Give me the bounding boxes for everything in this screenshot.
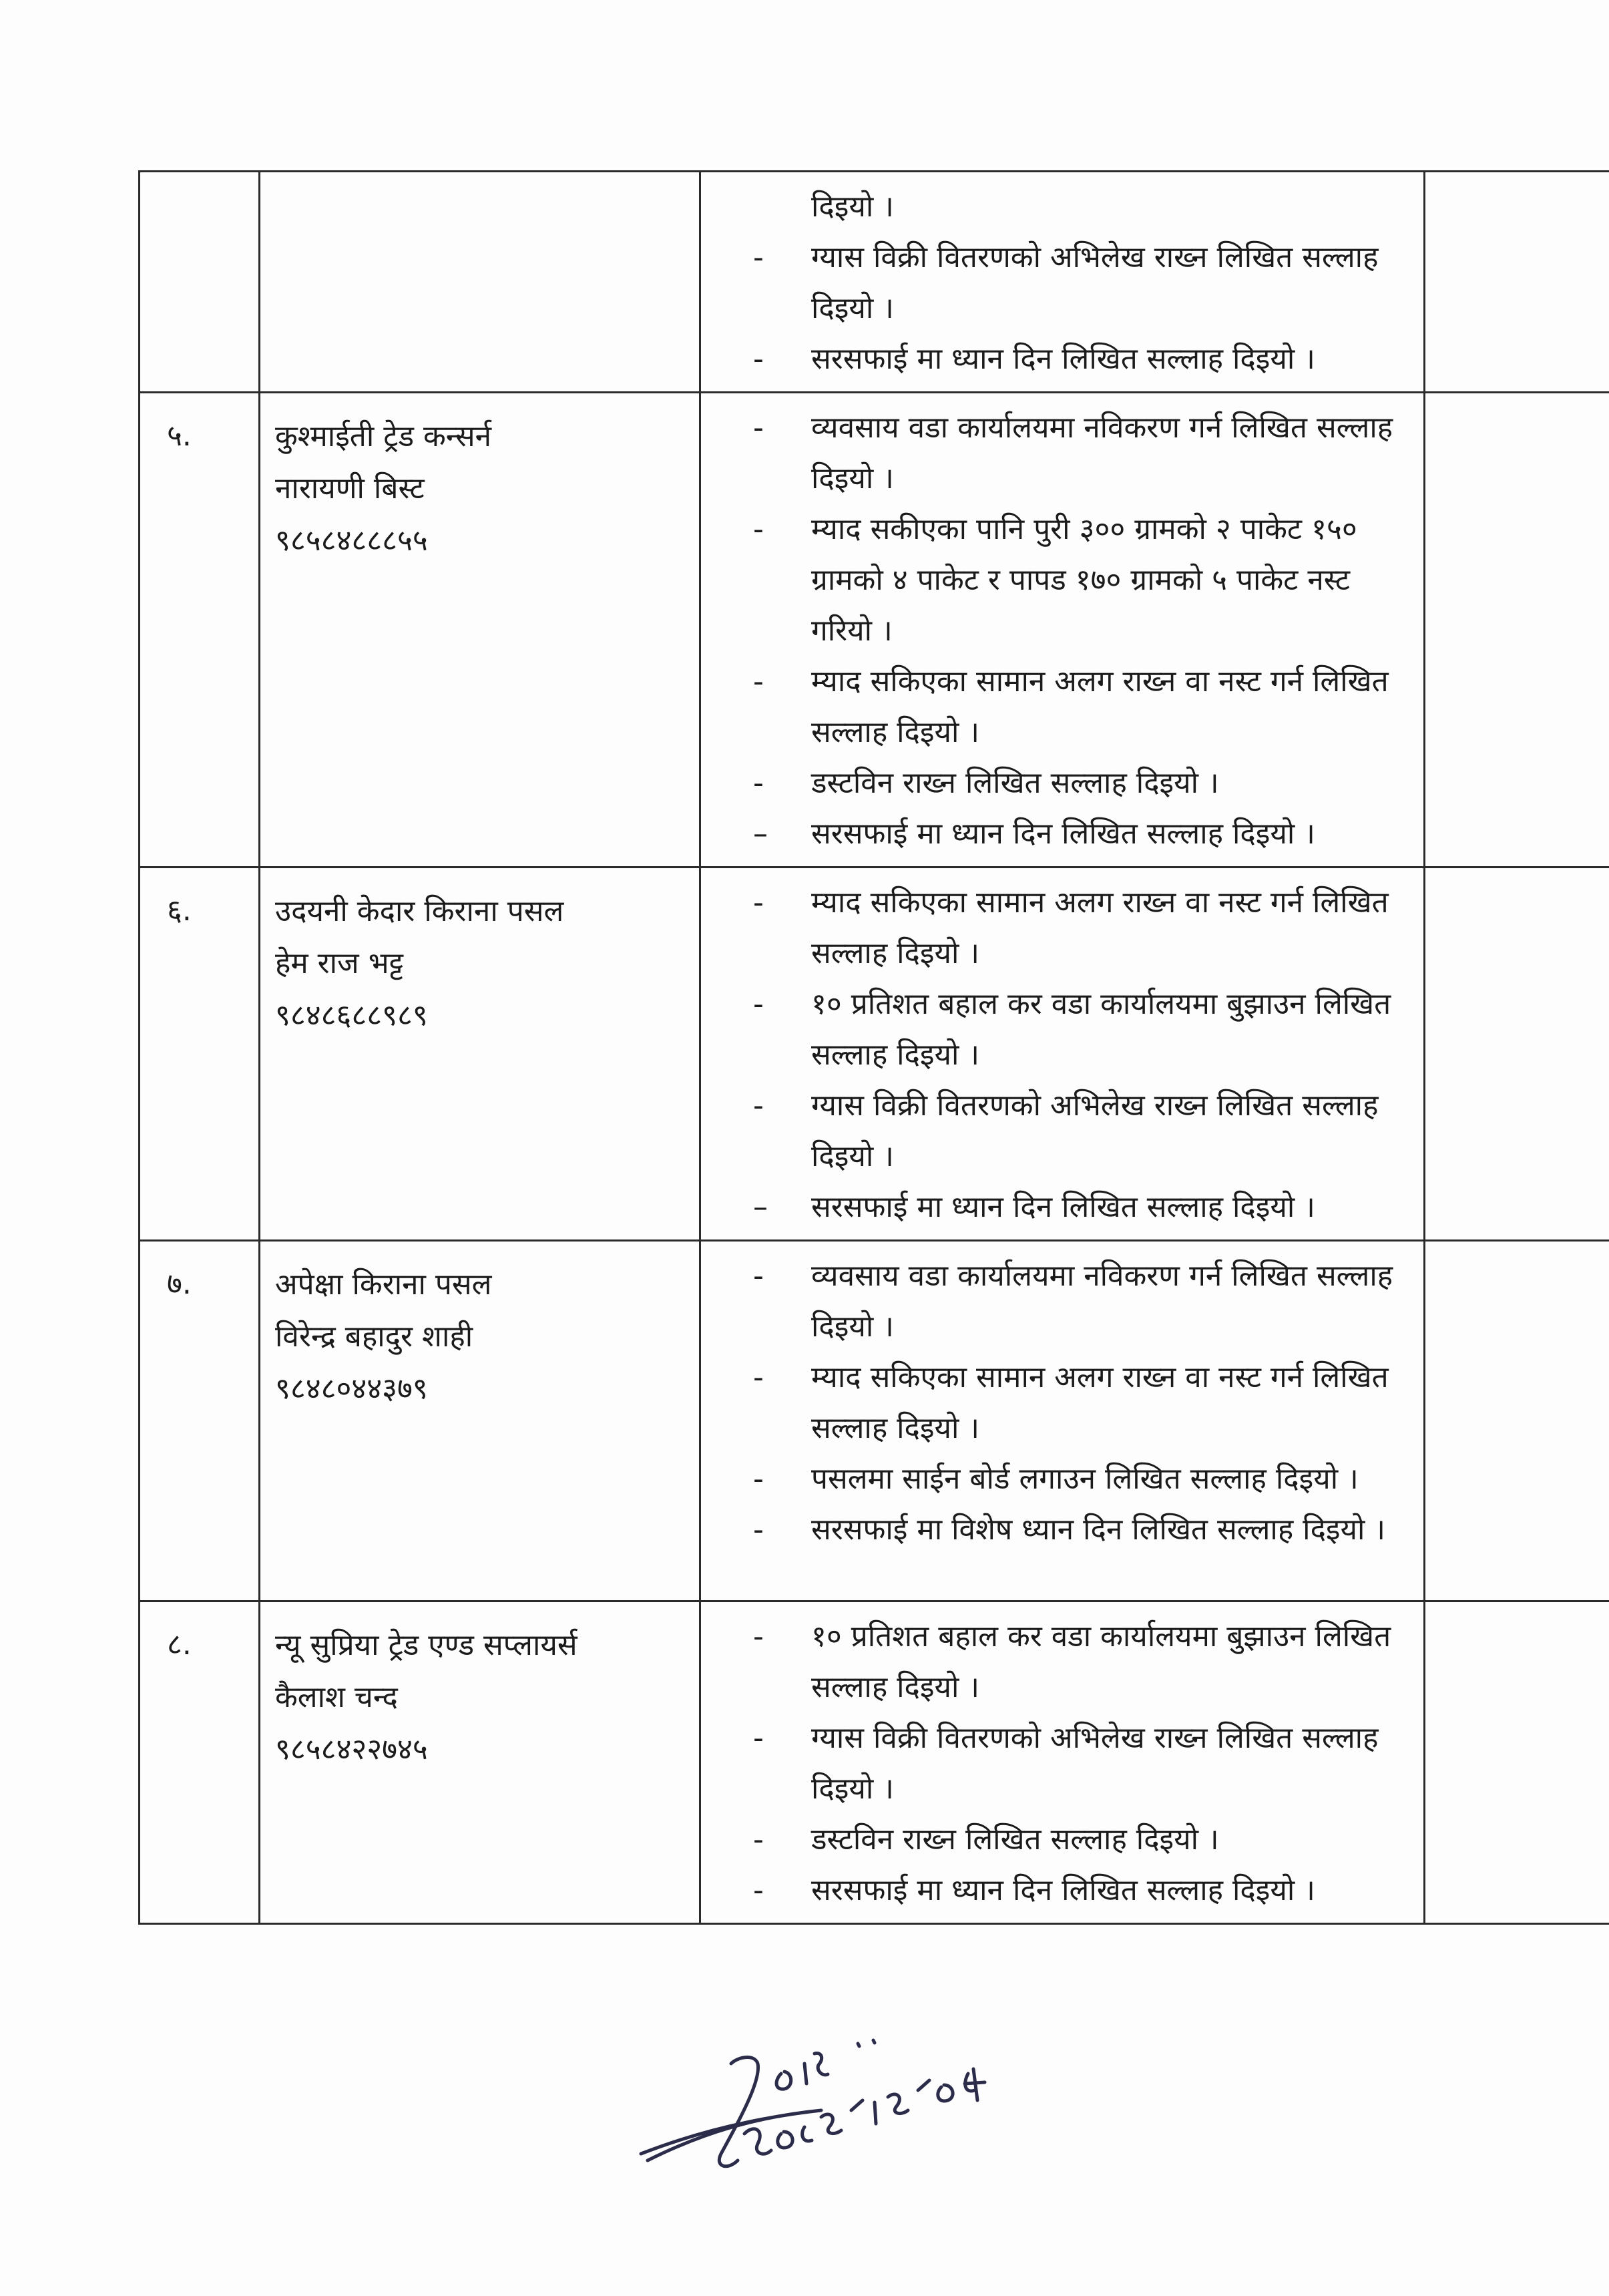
- phone-number: ९८५८४२२७४५: [275, 1732, 428, 1766]
- serial-number: ६.: [167, 894, 192, 928]
- actions-cell: [700, 1601, 1425, 1924]
- remark-cell: [1425, 1601, 1609, 1924]
- serial-cell: [140, 393, 260, 868]
- shop-name: कुश्माईती ट्रेड कन्सर्न: [275, 419, 492, 453]
- action-item: - सरसफाई मा विशेष ध्यान दिन लिखित सल्लाह दिइयो ।: [753, 1513, 1386, 1547]
- action-item: - डस्टविन राख्न लिखित सल्लाह दिइयो ।: [753, 1823, 1219, 1857]
- table-row: [140, 1601, 1609, 1924]
- table-row: [140, 1241, 1609, 1601]
- shop-cell: [260, 172, 700, 393]
- remark-cell: [1425, 172, 1609, 393]
- action-item: - ग्यास विक्री वितरणको अभिलेख राख्न लिखित सल्लाह दिइयो ।: [753, 1089, 1379, 1173]
- shop-cell: [260, 1241, 700, 1601]
- action-item: - १० प्रतिशत बहाल कर वडा कार्यालयमा बुझाउन लिखित सल्लाह दिइयो ।: [753, 1619, 1391, 1704]
- shop-cell: [260, 393, 700, 868]
- serial-cell: [140, 1241, 260, 1601]
- action-item: - व्यवसाय वडा कार्यालयमा नविकरण गर्न लिखित सल्लाह दिइयो ।: [753, 411, 1393, 496]
- owner-name: नारायणी बिस्ट: [275, 471, 425, 506]
- action-item: - डस्टविन राख्न लिखित सल्लाह दिइयो ।: [753, 766, 1219, 800]
- action-item: - पसलमा साईन बोर्ड लगाउन लिखित सल्लाह दिइयो ।: [753, 1462, 1359, 1496]
- serial-cell: [140, 172, 260, 393]
- actions-cell: [700, 1241, 1425, 1601]
- actions-cell: [700, 868, 1425, 1241]
- phone-number: ९८४८०४४३७९: [275, 1372, 428, 1406]
- table-row: [140, 393, 1609, 868]
- table-row: [140, 868, 1609, 1241]
- inspection-table: [138, 170, 1609, 1925]
- phone-number: ९८५८४८८८५५: [275, 524, 428, 558]
- action-item: - ग्यास विक्री वितरणको अभिलेख राख्न लिखित सल्लाह दिइयो ।: [753, 1721, 1379, 1806]
- shop-name: न्यू सुप्रिया ट्रेड एण्ड सप्लायर्स: [275, 1628, 578, 1662]
- action-item: - व्यवसाय वडा कार्यालयमा नविकरण गर्न लिखित सल्लाह दिइयो ।: [753, 1259, 1393, 1344]
- serial-number: ७.: [167, 1267, 192, 1301]
- actions-cell: [700, 172, 1425, 393]
- shop-cell: [260, 868, 700, 1241]
- actions-list: [701, 1241, 1423, 1562]
- action-item: - सरसफाई मा ध्यान दिन लिखित सल्लाह दिइयो ।: [753, 342, 1315, 376]
- shop-name: उदयनी केदार किराना पसल: [275, 894, 564, 928]
- serial-number: ८.: [167, 1628, 192, 1662]
- action-item: – सरसफाई मा ध्यान दिन लिखित सल्लाह दिइयो ।: [753, 817, 1315, 851]
- shop-cell: [260, 1601, 700, 1924]
- remark-cell: [1425, 393, 1609, 868]
- action-item: - म्याद सकिएका सामान अलग राख्न वा नस्ट गर्न लिखित सल्लाह दिइयो ।: [753, 886, 1389, 970]
- action-item: - म्याद सकिएका सामान अलग राख्न वा नस्ट गर्न लिखित सल्लाह दिइयो ।: [753, 664, 1389, 749]
- shop-name: अपेक्षा किराना पसल: [275, 1268, 492, 1302]
- phone-number: ९८४८६८८९८९: [275, 998, 428, 1032]
- actions-cell: [700, 393, 1425, 868]
- handwritten-signature: [621, 2017, 1008, 2190]
- actions-list: [701, 232, 1423, 391]
- action-item: – सरसफाई मा ध्यान दिन लिखित सल्लाह दिइयो ।: [753, 1190, 1315, 1224]
- action-item: - म्याद सकीएका पानि पुरी ३०० ग्रामको २ पाकेट १५० ग्रामको ४ पाकेट र पापड १७० ग्रामको ५ पाकेट नस्ट गरियो ।: [753, 512, 1357, 648]
- continued-text: दिइयो ।: [811, 190, 894, 224]
- action-item: - १० प्रतिशत बहाल कर वडा कार्यालयमा बुझाउन लिखित सल्लाह दिइयो ।: [753, 987, 1391, 1072]
- remark-cell: [1425, 1241, 1609, 1601]
- action-item: - म्याद सकिएका सामान अलग राख्न वा नस्ट गर्न लिखित सल्लाह दिइयो ।: [753, 1360, 1389, 1445]
- serial-number: ५.: [167, 419, 192, 453]
- owner-name: विरेन्द्र बहादुर शाही: [275, 1320, 473, 1354]
- action-item: - सरसफाई मा ध्यान दिन लिखित सल्लाह दिइयो ।: [753, 1873, 1315, 1907]
- action-item: - ग्यास विक्री वितरणको अभिलेख राख्न लिखित सल्लाह दिइयो ।: [753, 240, 1379, 325]
- serial-cell: [140, 868, 260, 1241]
- actions-list: [701, 868, 1423, 1239]
- table-row-continued: [140, 172, 1609, 393]
- owner-name: हेम राज भट्ट: [275, 946, 404, 980]
- owner-name: कैलाश चन्द: [275, 1680, 398, 1714]
- actions-list: [701, 1602, 1423, 1923]
- actions-list: [701, 393, 1423, 866]
- remark-cell: [1425, 868, 1609, 1241]
- serial-cell: [140, 1601, 260, 1924]
